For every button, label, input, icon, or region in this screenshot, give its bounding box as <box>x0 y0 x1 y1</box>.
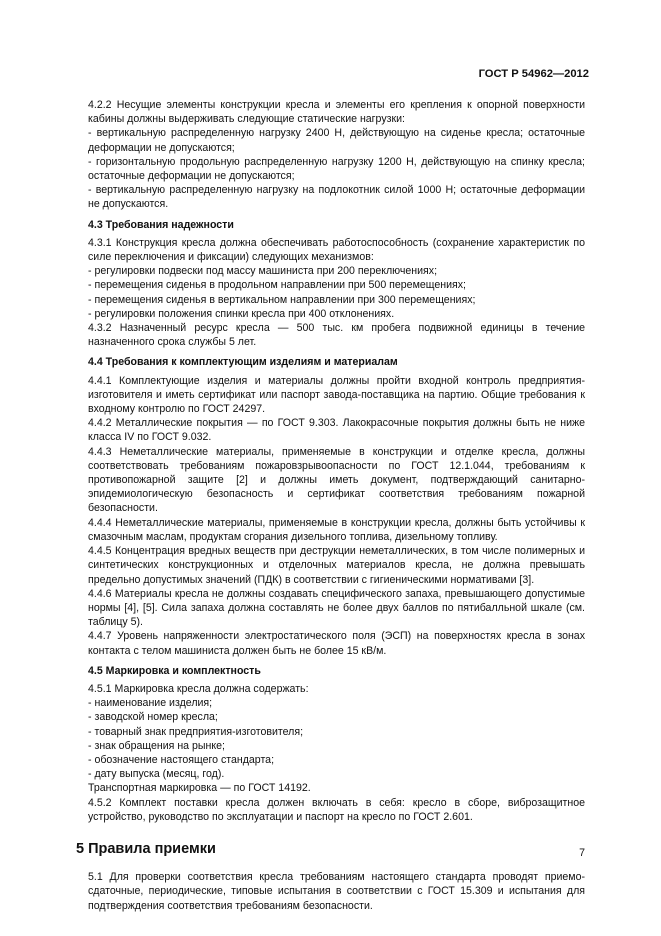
paragraph: 4.5.2 Комплект поставки кресла должен включать в себя: кресло в сборе, виброзащитное устройство, руководство по эксплуатации и паспорт на кресло по ГОСТ 2.601. <box>88 796 585 823</box>
paragraph: 4.2.2 Несущие элементы конструкции кресла и элементы его крепления к опорной поверхности кабины должны выдерживать следующие статические нагрузки: <box>88 99 585 126</box>
paragraph: 4.4.5 Концентрация вредных веществ при деструкции неметаллических, в том числе полимерных и синтетических конструкционных и отделочных материалов кресла, не должна превышать предельно допустимых значений (ПДК) в соответствии с гигиеническими нормативами [3]. <box>88 545 585 586</box>
section-heading: 4.3 Требования надежности <box>88 218 234 231</box>
paragraph: 4.3.2 Назначенный ресурс кресла — 500 тыс. км пробега подвижной единицы в течение назначенного срока службы 5 лет. <box>88 322 585 349</box>
list-item: - регулировки положения спинки кресла при 400 отклонениях. <box>88 307 395 320</box>
list-item: - знак обращения на рынке; <box>88 739 225 752</box>
list-item: - перемещения сиденья в продольном направлении при 500 перемещениях; <box>88 279 466 292</box>
page-number: 7 <box>579 847 585 859</box>
list-item: - заводской номер кресла; <box>88 711 218 724</box>
list-item: - вертикальную распределенную нагрузку на подлокотник силой 1000 Н; остаточные деформации не допускаются. <box>88 184 585 211</box>
section-heading: 4.4 Требования к комплектующим изделиям и материалам <box>88 356 398 369</box>
paragraph: 4.5.1 Маркировка кресла должна содержать: <box>88 682 309 695</box>
list-item: - товарный знак предприятия-изготовителя; <box>88 725 304 738</box>
paragraph: 5.1 Для проверки соответствия кресла требованиям настоящего стандарта проводят приемо-сдаточные, периодические, типовые испытания в соответствии с ГОСТ 15.309 и испытания для подтверждения соответствия требованиям безопасности. <box>88 871 585 912</box>
list-item: - обозначение настоящего стандарта; <box>88 753 275 766</box>
paragraph: 4.4.7 Уровень напряженности электростатического поля (ЭСП) на поверхностях кресла в зонах контакта с телом машиниста должен быть не более 15 кВ/м. <box>88 630 585 657</box>
paragraph: Транспортная маркировка — по ГОСТ 14192. <box>88 782 311 795</box>
list-item: - наименование изделия; <box>88 697 213 710</box>
list-item: - вертикальную распределенную нагрузку 2400 Н, действующую на сиденье кресла; остаточные деформации не допускаются; <box>88 127 585 154</box>
paragraph: 4.4.2 Металлические покрытия — по ГОСТ 9.303. Лакокрасочные покрытия должны быть не ниже класса IV по ГОСТ 9.032. <box>88 417 585 444</box>
list-item: - горизонтальную продольную распределенную нагрузку 1200 Н, действующую на спинку кресла; остаточные деформации не допускаются; <box>88 155 585 183</box>
chapter-heading: 5 Правила приемки <box>76 840 216 857</box>
paragraph: 4.4.4 Неметаллические материалы, применяемые в конструкции кресла, должны быть устойчивы к смазочным маслам, продуктам сгорания дизельного топлива, дизельному топливу. <box>88 516 585 543</box>
list-item: - дату выпуска (месяц, год). <box>88 768 225 781</box>
list-item: - регулировки подвески под массу машиниста при 200 переключениях; <box>88 265 438 278</box>
paragraph: 4.4.1 Комплектующие изделия и материалы должны пройти входной контроль предприятия-изготовителя и иметь сертификат или паспорт завода-поставщика на партию. Общие требования к входному контролю по ГОСТ 24297. <box>88 374 585 416</box>
paragraph: 4.4.6 Материалы кресла не должны создавать специфического запаха, превышающего допустимые нормы [4], [5]. Сила запаха должна составлять не более двух баллов по пятибалльной шкале (см. таблицу 5). <box>88 587 585 629</box>
paragraph: 4.3.1 Конструкция кресла должна обеспечивать работоспособность (сохранение характеристик по силе переключения и фиксации) следующих механизмов: <box>88 236 585 264</box>
section-heading: 4.5 Маркировка и комплектность <box>88 664 261 677</box>
document-body <box>76 98 585 913</box>
list-item: - перемещения сиденья в вертикальном направлении при 300 перемещениях; <box>88 293 476 306</box>
document-header: ГОСТ Р 54962—2012 <box>478 68 589 80</box>
paragraph: 4.4.3 Неметаллические материалы, применяемые в конструкции и отделке кресла, должны соответствовать требованиям пожаровзрывоопасности по ГОСТ 12.1.044, требованиям к противопожарной защите [2] и должны иметь документ, подтверждающий санитарно-эпидемиологическую безопасность и сертификат соответствия требованиям пожарной безопасности. <box>88 445 585 515</box>
